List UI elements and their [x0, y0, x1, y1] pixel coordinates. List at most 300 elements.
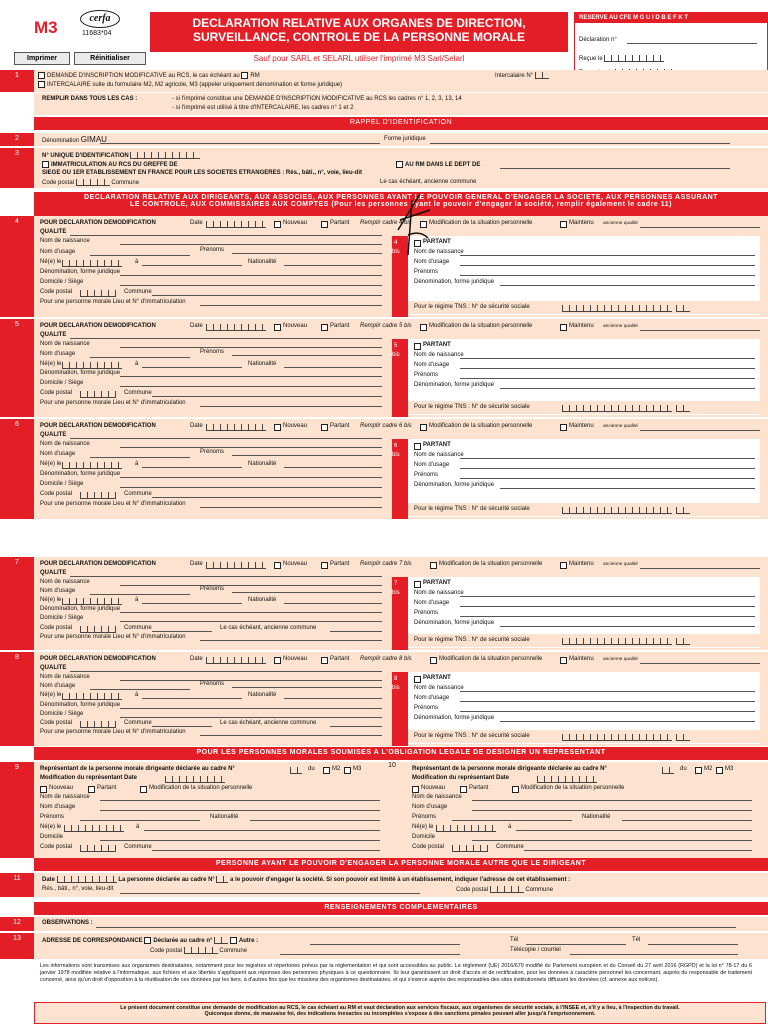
s10-nom-naissance-field[interactable] [472, 800, 752, 801]
section-6-domicile-label: Domicile / Siège [40, 481, 84, 488]
section-4-cp-field[interactable] [80, 290, 116, 297]
section-5-bis-partant-checkbox[interactable] [414, 343, 421, 350]
section-4-tns-key-field[interactable] [676, 305, 690, 312]
section-5-maintenu-label: Maintenu [569, 323, 594, 329]
s9-a-label: à [136, 824, 140, 830]
section-7-tns-key-field[interactable] [676, 638, 690, 645]
section-8-nom-usage-label: Nom d'usage [40, 682, 76, 689]
dirigeants-band-line1: DECLARATION RELATIVE AUX DIRIGEANTS, AUX ASSOCIES, AUX PERSONNES AYANT LE POUVOIR GENERAL D'ENGAGER LA SOCIETE, AUX PERSONNES ASSURANT [84, 194, 718, 201]
s9-domicile-label: Domicile [40, 834, 64, 840]
modification-request-checkbox[interactable] [38, 72, 45, 79]
section-4-ne-le-label: Né(e) le [40, 258, 62, 265]
section-7-bis-nom-usage-field[interactable] [460, 606, 755, 607]
section-3-number: 3 [0, 148, 34, 188]
s10-cp-field[interactable] [452, 845, 488, 852]
section-6-qualite-field[interactable] [70, 438, 382, 439]
section-5-domicile-field[interactable] [120, 386, 382, 387]
received-date-field[interactable] [604, 55, 664, 62]
section-8-nationalite-field[interactable] [284, 698, 382, 699]
section-5-commune-field[interactable] [152, 396, 382, 397]
section-8-modif-checkbox[interactable] [430, 657, 437, 664]
s11-cp-label: Code postal [456, 887, 489, 894]
section-5-qualite-field[interactable] [70, 338, 382, 339]
s9-m3-checkbox[interactable] [344, 767, 351, 774]
section-7-number: 7 [0, 557, 34, 650]
section-4-maintenu-checkbox[interactable] [560, 221, 567, 228]
section-4-partant-checkbox[interactable] [321, 221, 328, 228]
section-6-bis-nom-naissance-field[interactable] [460, 458, 755, 459]
section-8-prenoms-field[interactable] [232, 687, 382, 688]
section-6-personne-morale-field[interactable] [200, 507, 382, 508]
section-5-nom-usage-field[interactable] [90, 357, 190, 358]
section-7-bis-prenoms-label: Prénoms [414, 610, 439, 616]
section-4-personne-morale-field[interactable] [200, 305, 382, 306]
section-8-a-label: à [135, 692, 139, 699]
section-8-nom-naissance-field[interactable] [120, 680, 382, 681]
section-6-nationalite-field[interactable] [284, 467, 382, 468]
section-7-personne-morale-label: Pour une personne morale Lieu et N° d'immatriculation [40, 633, 186, 640]
section-7-remplir-label: Remplir cadre 7 bis [360, 561, 412, 567]
section-5-tns-label: Pour le régime TNS : N° de sécurité sociale [414, 404, 530, 410]
telecopie-field[interactable] [570, 954, 738, 955]
s10-nom-usage-label: Nom d'usage [412, 804, 448, 810]
s9-birthplace-field[interactable] [144, 830, 380, 831]
s11-text: La personne déclarée au cadre N° [118, 877, 215, 884]
section-6-qualite-label: QUALITE [40, 432, 67, 438]
section-4-ancienne-qualite-field[interactable] [640, 227, 760, 228]
section-8-tns-field[interactable] [562, 734, 672, 741]
legal-notice: Les informations sont transmises aux organismes destinataires, notamment pour les registres et répertoires prévus par la réglementation et qui sont accessibles au public. Le règlement (UE) 2016/679 modifié du Parlement européen et du Conseil du 27 avril 2016 (RGPD) et la loi n° 78-17 du 6 janvier 1978 modifiée relative à l'informatique, aux fichiers et aux libertés s'appliquent aux réponses des personnes physiques à ce questionnaire. Ils leur garantissent un droit d'accès et de rectification, pour les données à caractère personnel les concernant, auprès du responsable de traitement concerné, ainsi qu'un droit d'opposition à la réutilisation de ces données par les tiers, à d'autres fins que les missions des organismes destinataires, et qui s'exerce auprès des responsables des sites institutionnels diffusant les données (cf. annexe aux notices). [40, 963, 752, 983]
section-5-ancienne-qualite-field[interactable] [640, 330, 760, 331]
section-5-nouveau-checkbox[interactable] [274, 324, 281, 331]
section-4-domicile-field[interactable] [120, 285, 382, 286]
section-7-tns-label: Pour le régime TNS : N° de sécurité sociale [414, 637, 530, 643]
section-4-birthplace-field[interactable] [142, 265, 242, 266]
s13-cp-field[interactable] [184, 947, 218, 954]
section-6-nom-naissance-field[interactable] [120, 447, 382, 448]
section-4-bis-denom-forme-field[interactable] [500, 285, 755, 286]
section-7-prenoms-label: Prénoms [200, 585, 225, 592]
section-8-date-field[interactable] [206, 657, 266, 664]
section-8-bis-denom-forme-field[interactable] [500, 721, 755, 722]
section-8-domicile-field[interactable] [120, 717, 382, 718]
section-5-birthdate-field[interactable] [62, 362, 122, 369]
section-6-commune-field[interactable] [152, 497, 382, 498]
section-7-bis-nom-naissance-field[interactable] [460, 596, 755, 597]
section-7-bis-denom-forme-field[interactable] [500, 626, 755, 627]
section-7-nom-naissance-field[interactable] [120, 585, 382, 586]
siege-label: SIEGE OU 1ER ETABLISSEMENT EN FRANCE POUR LES SOCIETES ETRANGERES : Rés., bâti., n°, voie, lieu-dit [42, 170, 362, 176]
s10-domicile-field[interactable] [472, 840, 752, 841]
section-5-bis-prenoms-field[interactable] [460, 378, 755, 379]
section-5-bis-nom-usage-field[interactable] [460, 368, 755, 369]
section-7-domicile-field[interactable] [120, 621, 382, 622]
section-4-nom-naissance-field[interactable] [120, 244, 382, 245]
section-6-modif-checkbox[interactable] [420, 424, 427, 431]
immat-label: IMMATRICULATION AU RCS DU GREFFE DE [51, 162, 178, 169]
title-line1: DECLARATION RELATIVE AUX ORGANES DE DIRECTION, [192, 16, 526, 30]
section-8-qualite-label: QUALITE [40, 665, 67, 671]
remplir-case2: - si l'imprimé est utilisé à titre d'INTERCALAIRE, les cadres n° 1 et 2 [172, 105, 354, 111]
section-8-tns-label: Pour le régime TNS : N° de sécurité sociale [414, 733, 530, 739]
section-4-commune-field[interactable] [152, 295, 382, 296]
s10-nom-usage-field[interactable] [472, 810, 752, 811]
section-4-number: 4 [0, 216, 34, 317]
s11-cp-field[interactable] [490, 886, 524, 893]
s10-cadre-field[interactable] [662, 767, 674, 774]
section-8-tns-key-field[interactable] [676, 734, 690, 741]
s9-modif-date-field[interactable] [165, 776, 225, 783]
section-8-commune-field[interactable] [152, 726, 212, 727]
section-7-date-field[interactable] [206, 562, 266, 569]
section-12 [34, 917, 768, 931]
section-4-birthdate-field[interactable] [62, 260, 122, 267]
section-5-bis-nom-naissance-label: Nom de naissance [414, 352, 464, 358]
section-4-bis-nom-naissance-field[interactable] [460, 255, 755, 256]
s13-commune-field[interactable] [280, 954, 460, 955]
section-5-nom-naissance-field[interactable] [120, 347, 382, 348]
s10-partant-checkbox[interactable] [460, 786, 467, 793]
section-7-nom-naissance-label: Nom de naissance [40, 578, 90, 585]
title-box [150, 12, 568, 52]
s9-partant-label: Partant [97, 785, 117, 791]
section-6-a-label: à [135, 461, 139, 468]
s10-code-postal-label: Code postal [412, 844, 445, 850]
s10-birthdate-field[interactable] [436, 825, 496, 832]
section-5-tns-key-field[interactable] [676, 405, 690, 412]
declaree-cadre-field[interactable] [214, 937, 228, 944]
s9-modif-label: Modification de la situation personnelle [149, 785, 253, 791]
section-4-partant-label: Partant [330, 220, 350, 226]
section-8-ancienne-qualite-field[interactable] [640, 663, 760, 664]
s13-commune-label: Commune [219, 948, 248, 955]
denomination-value[interactable]: GIMAU [80, 135, 107, 144]
section-7-partant-checkbox[interactable] [321, 562, 328, 569]
s10-birthplace-field[interactable] [516, 830, 752, 831]
section-8-ancienne-commune-label: Le cas échéant, ancienne commune [220, 720, 317, 727]
print-button[interactable]: Imprimer [14, 52, 70, 65]
section-8-partant-checkbox[interactable] [321, 657, 328, 664]
s10-prenoms-label: Prénoms [412, 814, 437, 820]
section-8-partant-label: Partant [330, 656, 350, 662]
footer-box [34, 1002, 766, 1024]
s9-nom-usage-field[interactable] [100, 810, 380, 811]
section-6-personne-morale-label: Pour une personne morale Lieu et N° d'immatriculation [40, 501, 186, 508]
section-5-date-label: Date [190, 323, 203, 329]
rm-checkbox[interactable] [241, 72, 248, 79]
section-8-cp-field[interactable] [80, 721, 116, 728]
section-8-bis-partant-checkbox[interactable] [414, 676, 421, 683]
section-4-bis-nom-usage-label: Nom d'usage [414, 259, 450, 265]
section-8-bis-nom-usage-field[interactable] [460, 701, 755, 702]
s9-commune-field[interactable] [152, 850, 380, 851]
section-6-bis-nom-naissance-label: Nom de naissance [414, 452, 464, 458]
s10-nationalite-field[interactable] [622, 820, 752, 821]
section-4-bis-prenoms-field[interactable] [460, 275, 755, 276]
s9-modif-checkbox[interactable] [140, 786, 147, 793]
autre-checkbox[interactable] [230, 937, 237, 944]
section-5-bis-number: 5 [394, 343, 398, 349]
title-line2: SURVEILLANCE, CONTROLE DE LA PERSONNE MORALE [192, 30, 526, 44]
section-5-tns-field[interactable] [562, 405, 672, 412]
section-7-ne-le-label: Né(e) le [40, 596, 62, 603]
section-4-modif-label: Modification de la situation personnelle [429, 220, 533, 226]
telecopie-label: Télécopie / courriel [510, 947, 561, 953]
section-6-maintenu-label: Maintenu [569, 423, 594, 429]
section-7-qualite-field[interactable] [70, 576, 382, 577]
section-5-nationalite-field[interactable] [284, 367, 382, 368]
section-6-prenoms-field[interactable] [232, 455, 382, 456]
section-6-ancienne-qualite-field[interactable] [640, 430, 760, 431]
commune-label: Commune [111, 180, 140, 187]
section-7-maintenu-checkbox[interactable] [560, 562, 567, 569]
section-6-date-field[interactable] [206, 424, 266, 431]
declaration-field[interactable] [627, 43, 757, 44]
s9-nom-naissance-field[interactable] [100, 800, 380, 801]
section-7-nouveau-checkbox[interactable] [274, 562, 281, 569]
section-7-birthdate-field[interactable] [62, 598, 122, 605]
section-5-prenoms-field[interactable] [232, 355, 382, 356]
autre-label: Autre : [238, 938, 259, 945]
declaree-checkbox[interactable] [144, 937, 151, 944]
section-6-cp-field[interactable] [80, 492, 116, 499]
section-6-commune-label: Commune [124, 491, 152, 498]
tel-field[interactable] [526, 944, 626, 945]
section-5-bis-nom-naissance-field[interactable] [460, 358, 755, 359]
received-label: Reçue le [579, 56, 603, 63]
remplir-case1: - si l'imprimé constitue une DEMANDE D'INSCRIPTION MODIFICATIVE au RCS les cadres n° 1, 2, 3, 13, 14 [172, 96, 462, 102]
section-7-bis-denom-forme-label: Dénomination, forme juridique [414, 620, 495, 626]
section-7-maintenu-label: Maintenu [569, 561, 594, 567]
section-5-personne-morale-field[interactable] [200, 406, 382, 407]
cp-label: Code postal [42, 180, 75, 187]
section-5-modif-checkbox[interactable] [420, 324, 427, 331]
section-6-denom-forme-field[interactable] [120, 477, 382, 478]
section-8-bis-prenoms-field[interactable] [460, 711, 755, 712]
section-8-nouveau-checkbox[interactable] [274, 657, 281, 664]
section-8-qualite-field[interactable] [70, 671, 382, 672]
s11-address-field[interactable] [120, 893, 420, 894]
section-6-partant-checkbox[interactable] [321, 424, 328, 431]
rcs-checkbox[interactable] [42, 161, 49, 168]
ancienne-commune-label: Le cas échéant, ancienne commune [380, 179, 477, 185]
tel-label: Tél [510, 937, 519, 943]
denomination-field[interactable] [100, 143, 380, 144]
s9-cadre-field[interactable] [290, 767, 302, 774]
s10-modif-date-field[interactable] [537, 776, 597, 783]
s9-domicile-field[interactable] [100, 840, 380, 841]
section-6-maintenu-checkbox[interactable] [560, 424, 567, 431]
section-4-bis-nom-usage-field[interactable] [460, 265, 755, 266]
intercalaire-number-field[interactable] [535, 72, 549, 79]
s10-m2-label: M2 [704, 766, 713, 772]
section-8-ancienne-qualite-label: ancienne qualité [603, 657, 638, 662]
section-4-nouveau-checkbox[interactable] [274, 221, 281, 228]
section-6-birthdate-field[interactable] [62, 462, 122, 469]
s10-nouveau-checkbox[interactable] [412, 786, 419, 793]
section-8-bis-denom-forme-label: Dénomination, forme juridique [414, 715, 495, 721]
section-4-denom-forme-field[interactable] [120, 275, 382, 276]
section-6-tns-key-field[interactable] [676, 507, 690, 514]
observations-field[interactable] [96, 927, 736, 928]
section-4-prenoms-field[interactable] [232, 253, 382, 254]
declaree-label: Déclarée au cadre n° [153, 938, 213, 945]
section-7-bis-partant-checkbox[interactable] [414, 581, 421, 588]
section-7-ancienne-qualite-field[interactable] [640, 568, 760, 569]
section-8-ancienne-commune-field[interactable] [330, 726, 382, 727]
s10-prenoms-field[interactable] [452, 820, 572, 821]
unique-id-field[interactable] [130, 152, 200, 159]
s9-nouveau-checkbox[interactable] [40, 786, 47, 793]
section-8-birthdate-field[interactable] [62, 693, 122, 700]
cerfa-logo: cerfa [80, 10, 120, 28]
s9-code-postal-label: Code postal [40, 844, 73, 850]
section-5-denom-forme-label: Dénomination, forme juridique [40, 370, 121, 377]
section-11-number: 11 [0, 873, 34, 897]
section-6-nouveau-checkbox[interactable] [274, 424, 281, 431]
s9-birthdate-field[interactable] [64, 825, 124, 832]
section-6-bis-label: bis [392, 452, 400, 458]
observations-label: OBSERVATIONS : [42, 920, 93, 926]
section-4-commune-label: Commune [124, 288, 152, 295]
section-7-personne-morale-field[interactable] [200, 640, 382, 641]
section-7-code-postal-label: Code postal [40, 624, 73, 631]
section-5-remplir-label: Remplir cadre 5 bis [360, 323, 412, 329]
section-7-nationalite-field[interactable] [284, 603, 382, 604]
section-7-bis-number: 7 [394, 581, 398, 587]
s10-rep-label: Représentant de la personne morale dirigeante déclarée au cadre N° [412, 766, 607, 772]
section-8-birthplace-field[interactable] [142, 698, 242, 699]
section-8-maintenu-label: Maintenu [569, 656, 594, 662]
section-5-bis-prenoms-label: Prénoms [414, 372, 439, 378]
section-8-denom-forme-field[interactable] [120, 708, 382, 709]
section-5-bis-nom-usage-label: Nom d'usage [414, 362, 450, 368]
section-6-bis-prenoms-field[interactable] [460, 478, 755, 479]
section-6-bis-prenoms-label: Prénoms [414, 472, 439, 478]
section-7-bis-prenoms-field[interactable] [460, 616, 755, 617]
section-8-prenoms-label: Prénoms [200, 680, 225, 687]
section-7-prenoms-field[interactable] [232, 592, 382, 593]
s9-nationalite-field[interactable] [250, 820, 380, 821]
section-8-remplir-label: Remplir cadre 8 bis [360, 656, 412, 662]
section-7-pour-decl: POUR DECLARATION DEMODIFICATION [40, 561, 156, 567]
intercalaire-checkbox[interactable] [38, 81, 45, 88]
section-8-ne-le-label: Né(e) le [40, 692, 62, 699]
section-7-date-label: Date [190, 561, 203, 567]
section-7-commune-field[interactable] [152, 631, 212, 632]
s9-cp-field[interactable] [80, 845, 116, 852]
s1-line2: INTERCALAIRE suite du formulaire M2, M2 agricole, M3 (appeler uniquement dénomination et forme juridique) [47, 82, 343, 89]
section-6-domicile-field[interactable] [120, 487, 382, 488]
cp-field[interactable] [76, 179, 110, 186]
section-8-maintenu-checkbox[interactable] [560, 657, 567, 664]
section-6-bis-partant-checkbox[interactable] [414, 443, 421, 450]
section-7-modif-checkbox[interactable] [430, 562, 437, 569]
section-12-number: 12 [0, 917, 34, 931]
rm-dept-field[interactable] [500, 168, 730, 169]
s10-modif-label: Modification de la situation personnelle [521, 785, 625, 791]
section-9-number: 9 [0, 762, 34, 858]
section-7-ancienne-commune-field[interactable] [330, 631, 382, 632]
tel2-field[interactable] [648, 944, 738, 945]
s10-m2-checkbox[interactable] [695, 767, 702, 774]
section-1-number: 1 [0, 70, 34, 92]
section-5-maintenu-checkbox[interactable] [560, 324, 567, 331]
s9-prenoms-field[interactable] [80, 820, 200, 821]
s11-cadre-field[interactable] [216, 876, 228, 883]
section-5-birthplace-field[interactable] [142, 367, 242, 368]
section-5-denom-forme-field[interactable] [120, 376, 382, 377]
section-7-denom-forme-field[interactable] [120, 612, 382, 613]
section-4-nom-usage-field[interactable] [90, 255, 190, 256]
section-5-bis-denom-forme-label: Dénomination, forme juridique [414, 382, 495, 388]
section-6-nom-usage-label: Nom d'usage [40, 451, 76, 458]
s9-nom-usage-label: Nom d'usage [40, 804, 76, 810]
renseignements-band: RENSEIGNEMENTS COMPLEMENTAIRES [34, 902, 768, 915]
s10-du-label: du [680, 766, 687, 772]
section-4-nationalite-field[interactable] [284, 265, 382, 266]
s9-du-label: du [308, 766, 315, 772]
section-8-bis-number: 8 [394, 676, 398, 682]
s10-nationalite-label: Nationalité [582, 814, 611, 820]
section-7-bis-nom-naissance-label: Nom de naissance [414, 590, 464, 596]
section-7-cp-field[interactable] [80, 626, 116, 633]
s9-m2-checkbox[interactable] [323, 767, 330, 774]
section-5-bis-denom-forme-field[interactable] [500, 388, 755, 389]
section-4-bis-denom-forme-label: Dénomination, forme juridique [414, 279, 495, 285]
section-5-bis-bar [392, 339, 408, 417]
section-7-denom-forme-label: Dénomination, forme juridique [40, 606, 121, 613]
section-6-nom-usage-field[interactable] [90, 457, 190, 458]
section-4-date-label: Date [190, 220, 203, 226]
autre-field[interactable] [310, 944, 460, 945]
section-6-tns-field[interactable] [562, 507, 672, 514]
section-4-qualite-field[interactable] [70, 235, 382, 236]
s10-commune-field[interactable] [524, 850, 752, 851]
section-4-tns-field[interactable] [562, 305, 672, 312]
rm-dept-checkbox[interactable] [396, 161, 403, 168]
section-5-qualite-label: QUALITE [40, 332, 67, 338]
s10-m3-checkbox[interactable] [716, 767, 723, 774]
s10-a-label: à [508, 824, 512, 830]
section-8-bis-nom-naissance-field[interactable] [460, 691, 755, 692]
section-7-tns-field[interactable] [562, 638, 672, 645]
section-5-commune-label: Commune [124, 389, 152, 396]
section-5-partant-checkbox[interactable] [321, 324, 328, 331]
section-6-bis-nom-usage-field[interactable] [460, 468, 755, 469]
section-4-date-field[interactable] [206, 221, 266, 228]
form-subtitle: Sauf pour SARL et SELARL utiliser l'imprimé M3 Sarl/Selarl [253, 54, 465, 63]
section-6-birthplace-field[interactable] [142, 467, 242, 468]
section-5-cp-field[interactable] [80, 391, 116, 398]
intercalaire-label: Intercalaire N° [495, 73, 534, 80]
section-6-date-label: Date [190, 423, 203, 429]
section-8-personne-morale-label: Pour une personne morale Lieu et N° d'immatriculation [40, 729, 186, 736]
section-5-date-field[interactable] [206, 324, 266, 331]
s9-partant-checkbox[interactable] [88, 786, 95, 793]
forme-juridique-field[interactable] [430, 143, 730, 144]
reset-button[interactable]: Réinitialiser [74, 52, 146, 65]
s10-modif-checkbox[interactable] [512, 786, 519, 793]
footer-line1: Le présent document constitue une demande de modification au RCS, le cas échéant au RM et vaut déclaration aux services fiscaux, aux organismes de sécurité sociale, à l'INSEE et, s'il y a lieu, à l'inspection du travail. [120, 1005, 680, 1011]
section-8-personne-morale-field[interactable] [200, 735, 382, 736]
section-7-birthplace-field[interactable] [142, 603, 242, 604]
section-7-nom-usage-field[interactable] [90, 594, 190, 595]
section-8-nom-usage-field[interactable] [90, 689, 190, 690]
section-6-bis-nom-usage-label: Nom d'usage [414, 462, 450, 468]
section-6-bis-denom-forme-field[interactable] [500, 488, 755, 489]
s11-date-field[interactable] [57, 876, 117, 883]
